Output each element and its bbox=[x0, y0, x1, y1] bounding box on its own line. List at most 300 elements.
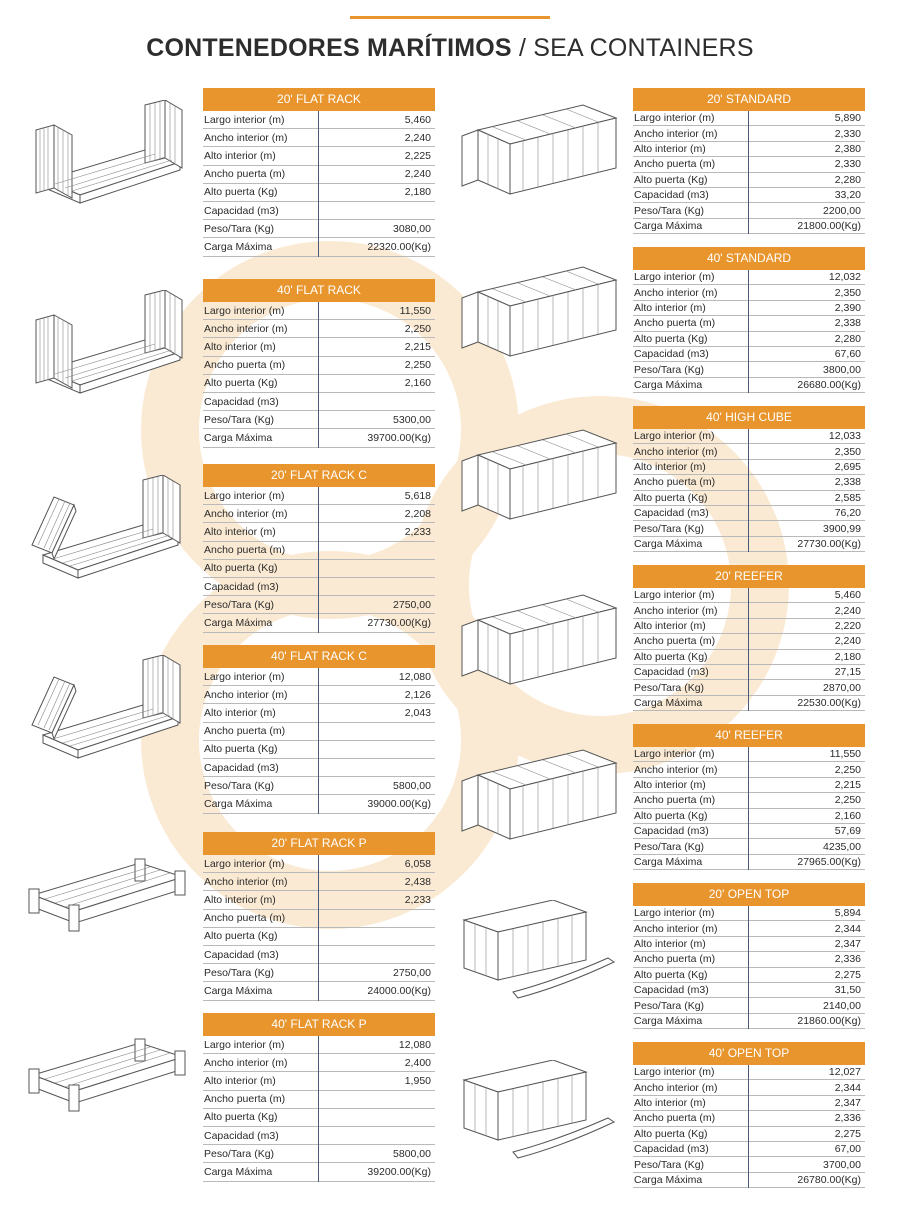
spec-row bbox=[633, 588, 865, 603]
spec-row bbox=[633, 998, 865, 1013]
spec-value: 2,160 bbox=[404, 377, 431, 390]
spec-label: Capacidad (m3) bbox=[634, 348, 709, 361]
panel-header: 20' OPEN TOP bbox=[633, 883, 865, 906]
spec-row bbox=[203, 411, 435, 429]
panel-header: 40' STANDARD bbox=[633, 247, 865, 270]
spec-label: Alto puerta (Kg) bbox=[634, 173, 708, 186]
spec-row bbox=[633, 316, 865, 331]
spec-rows bbox=[633, 588, 865, 711]
spec-label: Ancho puerta (m) bbox=[204, 725, 286, 738]
column-divider bbox=[748, 747, 749, 870]
panel-header: 40' REEFER bbox=[633, 724, 865, 747]
spec-value: 2870,00 bbox=[823, 681, 861, 694]
spec-row bbox=[633, 362, 865, 377]
spec-row bbox=[633, 1080, 865, 1095]
spec-value: 2,330 bbox=[834, 158, 861, 171]
spec-value: 2,180 bbox=[404, 186, 431, 199]
spec-row bbox=[203, 686, 435, 704]
spec-label: Ancho puerta (m) bbox=[204, 168, 286, 181]
column-divider bbox=[318, 855, 319, 1001]
open-top-container-illustration bbox=[458, 900, 623, 1005]
column-divider bbox=[318, 668, 319, 814]
spec-label: Alto puerta (Kg) bbox=[204, 743, 278, 756]
spec-value: 2,336 bbox=[834, 953, 861, 966]
spec-label: Capacidad (m3) bbox=[204, 204, 279, 217]
spec-row bbox=[633, 429, 865, 444]
spec-panel-20-open-top bbox=[633, 883, 865, 1029]
spec-row bbox=[203, 523, 435, 541]
spec-row bbox=[203, 393, 435, 411]
spec-rows bbox=[633, 429, 865, 552]
top-accent-line bbox=[350, 16, 550, 19]
spec-label: Ancho interior (m) bbox=[634, 445, 718, 458]
column-divider bbox=[318, 487, 319, 633]
spec-value: 2,240 bbox=[834, 604, 861, 617]
spec-label: Peso/Tara (Kg) bbox=[634, 1158, 705, 1171]
spec-label: Ancho interior (m) bbox=[634, 1081, 718, 1094]
spec-label: Largo interior (m) bbox=[204, 857, 285, 870]
spec-label: Alto interior (m) bbox=[204, 525, 276, 538]
spec-value: 76,20 bbox=[834, 507, 861, 520]
spec-value: 3800,00 bbox=[823, 363, 861, 376]
container-illustration bbox=[458, 100, 623, 205]
spec-row bbox=[633, 603, 865, 618]
spec-row bbox=[203, 668, 435, 686]
spec-value: 2,250 bbox=[404, 322, 431, 335]
spec-value: 3900,99 bbox=[823, 522, 861, 535]
spec-row bbox=[203, 1127, 435, 1145]
spec-row bbox=[203, 982, 435, 1000]
spec-row bbox=[633, 634, 865, 649]
spec-value: 2,695 bbox=[834, 460, 861, 473]
spec-label: Alto interior (m) bbox=[634, 460, 706, 473]
spec-value: 2750,00 bbox=[393, 966, 431, 979]
spec-value: 2,336 bbox=[834, 1112, 861, 1125]
spec-label: Alto puerta (Kg) bbox=[204, 562, 278, 575]
spec-value: 2,350 bbox=[834, 286, 861, 299]
spec-label: Alto puerta (Kg) bbox=[204, 930, 278, 943]
spec-value: 2,208 bbox=[404, 507, 431, 520]
spec-value: 12,032 bbox=[828, 271, 861, 284]
spec-row bbox=[203, 320, 435, 338]
spec-label: Alto interior (m) bbox=[634, 1096, 706, 1109]
spec-row bbox=[203, 759, 435, 777]
spec-value: 11,550 bbox=[829, 748, 861, 761]
spec-rows bbox=[203, 668, 435, 814]
spec-rows bbox=[203, 487, 435, 633]
flat-rack-illustration bbox=[30, 290, 190, 405]
spec-row bbox=[633, 650, 865, 665]
spec-value: 27965.00(Kg) bbox=[797, 855, 861, 868]
spec-label: Ancho interior (m) bbox=[204, 1056, 288, 1069]
spec-row bbox=[633, 1127, 865, 1142]
panel-header: 20' STANDARD bbox=[633, 88, 865, 111]
spec-value: 5,890 bbox=[834, 112, 861, 125]
spec-row bbox=[633, 491, 865, 506]
spec-value: 21800.00(Kg) bbox=[797, 219, 861, 232]
spec-value: 2750,00 bbox=[393, 598, 431, 611]
spec-value: 2,338 bbox=[834, 317, 861, 330]
spec-value: 26780.00(Kg) bbox=[797, 1173, 861, 1186]
spec-row bbox=[633, 778, 865, 793]
spec-value: 2,160 bbox=[834, 809, 861, 822]
spec-label: Peso/Tara (Kg) bbox=[204, 222, 275, 235]
spec-row bbox=[633, 285, 865, 300]
spec-label: Peso/Tara (Kg) bbox=[204, 966, 275, 979]
column-divider bbox=[748, 270, 749, 393]
spec-label: Ancho interior (m) bbox=[634, 286, 718, 299]
spec-row bbox=[203, 1036, 435, 1054]
spec-label: Carga Máxima bbox=[634, 855, 703, 868]
spec-row bbox=[203, 184, 435, 202]
spec-value: 2,380 bbox=[834, 142, 861, 155]
spec-row bbox=[633, 301, 865, 316]
spec-value: 2,338 bbox=[834, 476, 861, 489]
platform-flat-rack-illustration bbox=[25, 855, 190, 940]
spec-label: Alto interior (m) bbox=[634, 778, 706, 791]
spec-panel-40-high-cube bbox=[633, 406, 865, 552]
spec-label: Alto interior (m) bbox=[204, 340, 276, 353]
spec-value: 2,240 bbox=[404, 168, 431, 181]
spec-row bbox=[633, 444, 865, 459]
spec-value: 2200,00 bbox=[823, 204, 861, 217]
spec-value: 5800,00 bbox=[393, 779, 431, 792]
spec-row bbox=[633, 747, 865, 762]
column-divider bbox=[748, 588, 749, 711]
spec-row bbox=[203, 357, 435, 375]
spec-value: 39700.00(Kg) bbox=[367, 431, 431, 444]
spec-rows bbox=[633, 111, 865, 234]
spec-label: Alto interior (m) bbox=[634, 937, 706, 950]
spec-label: Largo interior (m) bbox=[204, 113, 285, 126]
spec-label: Capacidad (m3) bbox=[634, 1143, 709, 1156]
spec-label: Carga Máxima bbox=[204, 616, 273, 629]
spec-value: 2,438 bbox=[404, 875, 431, 888]
spec-row bbox=[633, 952, 865, 967]
spec-row bbox=[633, 839, 865, 854]
spec-value: 5,618 bbox=[404, 489, 431, 502]
spec-value: 67,00 bbox=[834, 1143, 861, 1156]
panel-header: 40' HIGH CUBE bbox=[633, 406, 865, 429]
spec-label: Peso/Tara (Kg) bbox=[204, 1147, 275, 1160]
platform-flat-rack-illustration bbox=[25, 1035, 190, 1120]
spec-label: Largo interior (m) bbox=[634, 748, 715, 761]
spec-value: 27730.00(Kg) bbox=[797, 537, 861, 550]
spec-label: Alto puerta (Kg) bbox=[204, 1111, 278, 1124]
spec-value: 33,20 bbox=[834, 189, 861, 202]
container-illustration bbox=[458, 262, 623, 367]
spec-label: Ancho interior (m) bbox=[204, 507, 288, 520]
spec-value: 2,347 bbox=[834, 1096, 861, 1109]
spec-label: Ancho puerta (m) bbox=[204, 1093, 286, 1106]
spec-panel-40-flat-rack bbox=[203, 279, 435, 448]
spec-row bbox=[203, 220, 435, 238]
spec-value: 27730.00(Kg) bbox=[367, 616, 431, 629]
container-illustration bbox=[458, 745, 623, 850]
spec-rows bbox=[633, 906, 865, 1029]
spec-value: 2,275 bbox=[834, 1127, 861, 1140]
spec-label: Largo interior (m) bbox=[634, 112, 715, 125]
column-divider bbox=[318, 1036, 319, 1182]
spec-label: Largo interior (m) bbox=[204, 489, 285, 502]
spec-label: Alto interior (m) bbox=[634, 142, 706, 155]
spec-row bbox=[633, 270, 865, 285]
spec-label: Ancho puerta (m) bbox=[634, 794, 716, 807]
container-illustration bbox=[458, 590, 623, 695]
spec-label: Ancho interior (m) bbox=[634, 922, 718, 935]
spec-value: 2,220 bbox=[834, 619, 861, 632]
spec-row bbox=[203, 910, 435, 928]
spec-row bbox=[633, 111, 865, 126]
spec-label: Alto interior (m) bbox=[204, 706, 276, 719]
spec-row bbox=[203, 560, 435, 578]
spec-row bbox=[203, 202, 435, 220]
spec-row bbox=[203, 723, 435, 741]
spec-label: Carga Máxima bbox=[204, 240, 273, 253]
spec-row bbox=[633, 219, 865, 234]
spec-label: Largo interior (m) bbox=[204, 670, 285, 683]
spec-label: Peso/Tara (Kg) bbox=[634, 204, 705, 217]
spec-label: Ancho puerta (m) bbox=[634, 476, 716, 489]
spec-value: 12,080 bbox=[398, 1038, 431, 1051]
spec-value: 1,950 bbox=[404, 1074, 431, 1087]
spec-panel-20-reefer bbox=[633, 565, 865, 711]
spec-value: 2,330 bbox=[834, 127, 861, 140]
column-divider bbox=[748, 111, 749, 234]
spec-row bbox=[633, 126, 865, 141]
spec-label: Alto interior (m) bbox=[634, 301, 706, 314]
spec-row bbox=[203, 505, 435, 523]
spec-panel-40-open-top bbox=[633, 1042, 865, 1188]
spec-value: 2,225 bbox=[404, 149, 431, 162]
spec-value: 12,080 bbox=[398, 670, 431, 683]
spec-rows bbox=[203, 1036, 435, 1182]
spec-row bbox=[633, 1096, 865, 1111]
panel-header: 20' FLAT RACK bbox=[203, 88, 435, 111]
spec-row bbox=[203, 614, 435, 632]
spec-label: Carga Máxima bbox=[634, 1173, 703, 1186]
spec-label: Capacidad (m3) bbox=[204, 580, 279, 593]
spec-value: 5800,00 bbox=[393, 1147, 431, 1160]
spec-label: Carga Máxima bbox=[634, 537, 703, 550]
spec-panel-40-flat-rack-p bbox=[203, 1013, 435, 1182]
spec-label: Largo interior (m) bbox=[634, 430, 715, 443]
spec-value: 2,344 bbox=[834, 1081, 861, 1094]
spec-row bbox=[633, 762, 865, 777]
page-title: CONTENEDORES MARÍTIMOS / SEA CONTAINERS bbox=[146, 34, 754, 62]
spec-label: Peso/Tara (Kg) bbox=[634, 363, 705, 376]
spec-row bbox=[633, 793, 865, 808]
collapsible-flat-rack-illustration bbox=[28, 655, 188, 770]
spec-row bbox=[203, 741, 435, 759]
spec-label: Alto puerta (Kg) bbox=[634, 650, 708, 663]
panel-header: 20' FLAT RACK C bbox=[203, 464, 435, 487]
spec-rows bbox=[203, 111, 435, 257]
column-divider bbox=[748, 429, 749, 552]
spec-label: Ancho interior (m) bbox=[204, 131, 288, 144]
panel-header: 20' REEFER bbox=[633, 565, 865, 588]
collapsible-flat-rack-illustration bbox=[28, 475, 188, 590]
spec-label: Peso/Tara (Kg) bbox=[634, 522, 705, 535]
spec-label: Alto interior (m) bbox=[204, 149, 276, 162]
spec-rows bbox=[203, 302, 435, 448]
spec-value: 2,250 bbox=[834, 794, 861, 807]
spec-label: Alto puerta (Kg) bbox=[204, 377, 278, 390]
spec-row bbox=[203, 964, 435, 982]
panel-header: 40' OPEN TOP bbox=[633, 1042, 865, 1065]
spec-label: Largo interior (m) bbox=[204, 304, 285, 317]
spec-label: Largo interior (m) bbox=[204, 1038, 285, 1051]
container-illustration bbox=[458, 425, 623, 530]
spec-label: Largo interior (m) bbox=[634, 271, 715, 284]
spec-value: 5300,00 bbox=[393, 413, 431, 426]
spec-label: Alto puerta (Kg) bbox=[634, 968, 708, 981]
spec-value: 67,60 bbox=[834, 348, 861, 361]
spec-panel-20-flat-rack-p bbox=[203, 832, 435, 1001]
spec-label: Alto interior (m) bbox=[634, 619, 706, 632]
panel-header: 40' FLAT RACK C bbox=[203, 645, 435, 668]
spec-row bbox=[633, 937, 865, 952]
spec-row bbox=[633, 809, 865, 824]
spec-value: 57,69 bbox=[834, 825, 861, 838]
spec-value: 21860.00(Kg) bbox=[797, 1014, 861, 1027]
spec-value: 2,275 bbox=[834, 968, 861, 981]
spec-label: Capacidad (m3) bbox=[204, 1129, 279, 1142]
spec-row bbox=[633, 619, 865, 634]
spec-label: Peso/Tara (Kg) bbox=[204, 598, 275, 611]
spec-panel-20-standard bbox=[633, 88, 865, 234]
spec-row bbox=[203, 1054, 435, 1072]
spec-row bbox=[203, 1145, 435, 1163]
spec-row bbox=[633, 506, 865, 521]
spec-row bbox=[203, 166, 435, 184]
spec-value: 31,50 bbox=[834, 984, 861, 997]
spec-label: Carga Máxima bbox=[634, 219, 703, 232]
spec-value: 2,280 bbox=[834, 332, 861, 345]
spec-value: 5,460 bbox=[834, 589, 861, 602]
spec-value: 27,15 bbox=[834, 666, 861, 679]
spec-label: Alto puerta (Kg) bbox=[204, 186, 278, 199]
spec-label: Alto puerta (Kg) bbox=[634, 491, 708, 504]
spec-label: Ancho puerta (m) bbox=[634, 158, 716, 171]
spec-row bbox=[633, 173, 865, 188]
spec-value: 2,585 bbox=[834, 491, 861, 504]
spec-label: Alto interior (m) bbox=[204, 893, 276, 906]
spec-label: Capacidad (m3) bbox=[204, 948, 279, 961]
spec-row bbox=[633, 906, 865, 921]
spec-value: 5,894 bbox=[834, 907, 861, 920]
spec-row bbox=[203, 1072, 435, 1090]
spec-row bbox=[203, 946, 435, 964]
spec-value: 2,280 bbox=[834, 173, 861, 186]
spec-row bbox=[633, 332, 865, 347]
spec-panel-20-flat-rack bbox=[203, 88, 435, 257]
spec-row bbox=[203, 795, 435, 813]
panel-header: 20' FLAT RACK P bbox=[203, 832, 435, 855]
spec-value: 24000.00(Kg) bbox=[367, 984, 431, 997]
spec-label: Ancho puerta (m) bbox=[204, 912, 286, 925]
column-divider bbox=[748, 906, 749, 1029]
spec-row bbox=[633, 142, 865, 157]
spec-label: Alto puerta (Kg) bbox=[634, 332, 708, 345]
spec-label: Capacidad (m3) bbox=[204, 761, 279, 774]
spec-row bbox=[203, 928, 435, 946]
spec-row bbox=[633, 968, 865, 983]
spec-label: Capacidad (m3) bbox=[634, 507, 709, 520]
spec-label: Peso/Tara (Kg) bbox=[634, 999, 705, 1012]
spec-row bbox=[203, 129, 435, 147]
spec-value: 3700,00 bbox=[823, 1158, 861, 1171]
spec-value: 2,347 bbox=[834, 937, 861, 950]
spec-row bbox=[203, 1109, 435, 1127]
spec-value: 2140,00 bbox=[823, 999, 861, 1012]
spec-label: Alto puerta (Kg) bbox=[634, 1127, 708, 1140]
spec-value: 22530.00(Kg) bbox=[797, 696, 861, 709]
spec-panel-20-flat-rack-c bbox=[203, 464, 435, 633]
spec-value: 2,043 bbox=[404, 706, 431, 719]
spec-row bbox=[203, 855, 435, 873]
spec-value: 39200.00(Kg) bbox=[367, 1165, 431, 1178]
spec-label: Ancho puerta (m) bbox=[634, 1112, 716, 1125]
spec-label: Ancho puerta (m) bbox=[204, 544, 286, 557]
spec-value: 2,390 bbox=[834, 301, 861, 314]
spec-label: Carga Máxima bbox=[204, 797, 273, 810]
spec-row bbox=[633, 1157, 865, 1172]
spec-row bbox=[203, 338, 435, 356]
flat-rack-illustration bbox=[30, 100, 190, 215]
spec-label: Capacidad (m3) bbox=[204, 395, 279, 408]
spec-row bbox=[633, 157, 865, 172]
spec-label: Carga Máxima bbox=[634, 696, 703, 709]
spec-value: 2,250 bbox=[834, 763, 861, 776]
spec-value: 11,550 bbox=[399, 304, 431, 317]
spec-panel-40-flat-rack-c bbox=[203, 645, 435, 814]
spec-row bbox=[203, 777, 435, 795]
spec-label: Capacidad (m3) bbox=[634, 666, 709, 679]
spec-row bbox=[633, 378, 865, 393]
spec-row bbox=[633, 1142, 865, 1157]
spec-value: 2,344 bbox=[834, 922, 861, 935]
spec-row bbox=[203, 111, 435, 129]
panel-header: 40' FLAT RACK bbox=[203, 279, 435, 302]
spec-label: Peso/Tara (Kg) bbox=[634, 840, 705, 853]
spec-value: 2,350 bbox=[834, 445, 861, 458]
spec-row bbox=[203, 302, 435, 320]
spec-label: Peso/Tara (Kg) bbox=[634, 681, 705, 694]
spec-row bbox=[633, 475, 865, 490]
spec-panel-40-reefer bbox=[633, 724, 865, 870]
spec-row bbox=[203, 704, 435, 722]
column-divider bbox=[318, 302, 319, 448]
spec-row bbox=[633, 824, 865, 839]
spec-label: Ancho interior (m) bbox=[634, 763, 718, 776]
spec-row bbox=[633, 347, 865, 362]
spec-row bbox=[203, 873, 435, 891]
spec-label: Alto puerta (Kg) bbox=[634, 809, 708, 822]
spec-rows bbox=[633, 270, 865, 393]
spec-label: Ancho puerta (m) bbox=[634, 317, 716, 330]
spec-value: 5,460 bbox=[404, 113, 431, 126]
spec-row bbox=[203, 596, 435, 614]
spec-label: Ancho puerta (m) bbox=[634, 635, 716, 648]
spec-label: Largo interior (m) bbox=[634, 589, 715, 602]
spec-row bbox=[203, 891, 435, 909]
spec-label: Largo interior (m) bbox=[634, 1066, 715, 1079]
spec-row bbox=[633, 665, 865, 680]
spec-row bbox=[203, 429, 435, 447]
spec-rows bbox=[203, 855, 435, 1001]
spec-row bbox=[633, 460, 865, 475]
